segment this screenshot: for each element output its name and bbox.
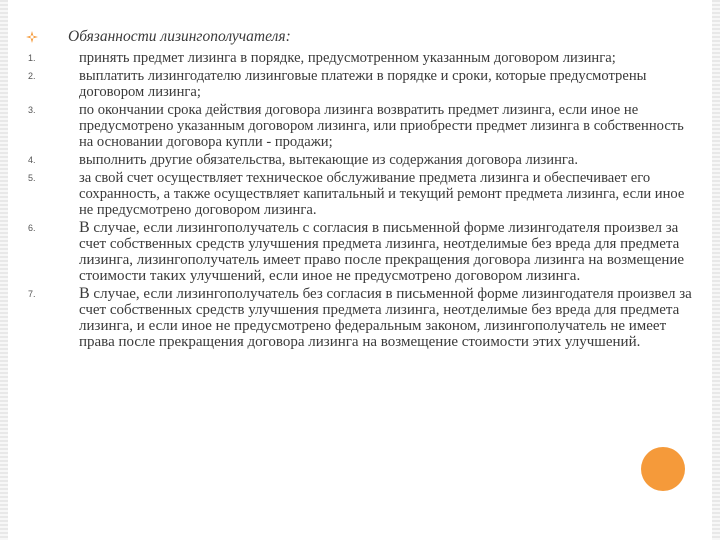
heading-row xyxy=(20,28,700,48)
list-item xyxy=(20,152,700,168)
item-text: принять предмет лизинга в порядке, предусмотренном указанным договором лизинга; xyxy=(79,50,616,66)
list-item xyxy=(20,220,700,284)
item-number: 7. xyxy=(28,289,36,299)
item-text: за свой счет осуществляет техническое обслуживание предмета лизинга и обеспечивает его сохранность, а также осуществляет капитальный и текущий ремонт предмета лизинга, если иное не предусмотрено договором лизинга. xyxy=(79,170,685,218)
slide-heading: Обязанности лизингополучателя: xyxy=(68,28,291,45)
list-item xyxy=(20,102,700,150)
item-text: выплатить лизингодателю лизинговые платежи в порядке и сроки, которые предусмотрены договором лизинга; xyxy=(79,68,647,100)
obligations-list xyxy=(20,50,700,350)
right-decorative-border xyxy=(712,0,720,540)
item-text: по окончании срока действия договора лизинга возвратить предмет лизинга, если иное не предусмотрено указанным договором лизинга, или приобрести предмет лизинга в собственность на основании договора купли - продажи; xyxy=(79,102,684,150)
item-text: В случае, если лизингополучатель без согласия в письменной форме лизингодателя произвел за счет собственных средств улучшения предмета лизинга, неотделимые без вреда для предмета лизинга, и если иное не предусмотрено федеральным законом, лизингополучатель не имеет права после прекращения договора лизинга на возмещение стоимости этих улучшений. xyxy=(79,285,692,350)
item-number: 4. xyxy=(28,155,36,165)
list-item xyxy=(20,170,700,218)
item-number: 6. xyxy=(28,223,36,233)
item-number: 3. xyxy=(28,105,36,115)
list-item xyxy=(20,50,700,66)
orange-circle-decoration xyxy=(641,447,685,491)
item-text: выполнить другие обязательства, вытекающие из содержания договора лизинга. xyxy=(79,152,579,168)
item-number: 1. xyxy=(28,53,36,63)
item-number: 2. xyxy=(28,71,36,81)
slide-content xyxy=(20,28,700,352)
item-text: В случае, если лизингополучатель с согласия в письменной форме лизингодателя произвел за счет собственных средств улучшения предмета лизинга, неотделимые без вреда для предмета лизинга, лизингополучатель имеет право после прекращения договора лизинга на возмещение стоимости таких улучшений, если иное не предусмотрено договором лизинга. xyxy=(79,219,685,284)
item-number: 5. xyxy=(28,173,36,183)
list-item xyxy=(20,68,700,100)
left-decorative-border xyxy=(0,0,8,540)
list-item xyxy=(20,286,700,350)
four-point-star-icon xyxy=(26,31,38,43)
